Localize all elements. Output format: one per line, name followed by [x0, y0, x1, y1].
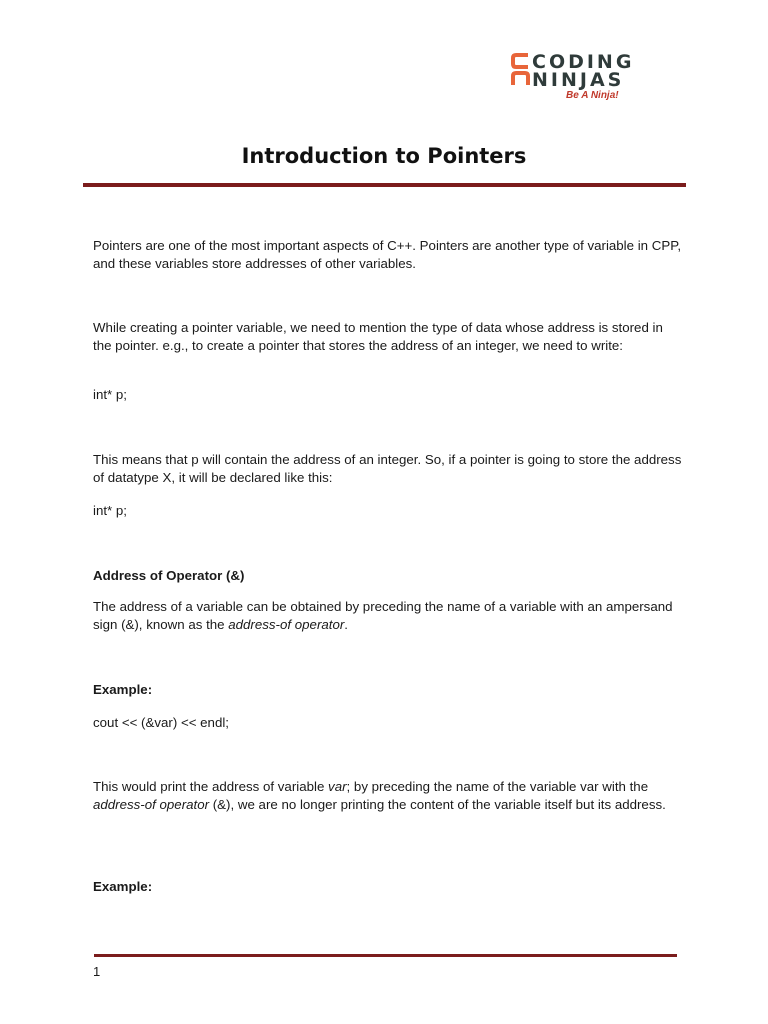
means-paragraph: This means that p will contain the address of an integer. So, if a pointer is going to store the address of datatype X, it will be declared like this: [93, 452, 682, 485]
ninja-mark-icon [510, 52, 532, 88]
coding-ninjas-logo [510, 50, 640, 106]
logo-line1: CODING [532, 51, 635, 73]
address-of-operator-term-2: address-of operator [93, 797, 210, 812]
code-line-3: cout << (&var) << endl; [93, 715, 230, 730]
address-of-operator-term: address-of operator [228, 617, 345, 632]
section-heading-address-of: Address of Operator (&) [93, 568, 245, 583]
logo-line2: NINJAS [532, 69, 625, 91]
creating-paragraph: While creating a pointer variable, we need to mention the type of data whose address is stored in the pointer. e.g., to create a pointer that stores the address of an integer, we need to write: [93, 320, 663, 353]
title-divider [83, 183, 686, 187]
example-label-2: Example: [93, 879, 153, 894]
example-label-1: Example: [93, 682, 153, 697]
code-line-1: int* p; [93, 387, 128, 402]
page-title: Introduction to Pointers [241, 144, 527, 168]
page-number: 1 [93, 964, 101, 979]
var-term: var [328, 779, 347, 794]
footer-divider [94, 954, 677, 957]
logo-tagline: Be A Ninja! [566, 90, 619, 101]
intro-paragraph: Pointers are one of the most important aspects of C++. Pointers are another type of variable in CPP, and these variables store addresses of other variables. [93, 238, 682, 271]
print-address-paragraph: This would print the address of variable var; by preceding the name of the variable var with the address-of operator (&), we are no longer printing the content of the variable itself but its address. [93, 779, 666, 812]
code-line-2: int* p; [93, 503, 128, 518]
address-of-paragraph: The address of a variable can be obtained by preceding the name of a variable with an ampersand sign (&), known as the address-of operator. [93, 599, 673, 632]
